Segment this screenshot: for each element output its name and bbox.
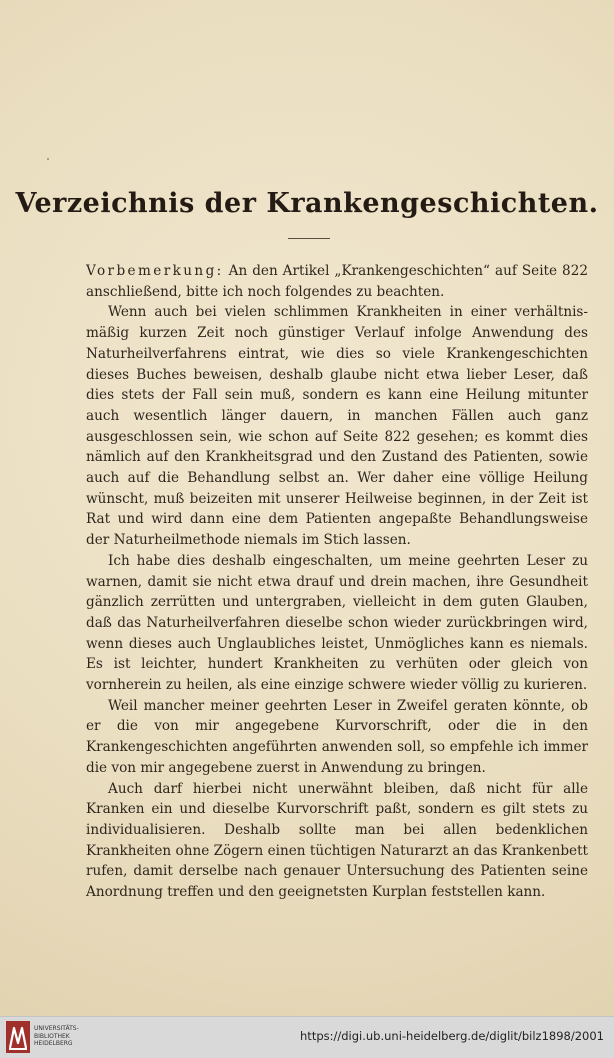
- paragraph-3: Weil mancher meiner geehrten Leser in Zweifel geraten könnte, ob er die von mir angegebene Kurvorschrift, oder die in den Krankengeschichten angeführten anwenden soll, so empfehle ich immer die von mir angegebene zuerst in Anwendung zu bringen.: [86, 697, 588, 776]
- paragraph-4: Auch darf hierbei nicht unerwähnt bleiben, daß nicht für alle Kranken ein und dieselbe Kurvorschrift paßt, sondern es gilt stets zu individualisieren. Deshalb sollte man bei allen bedenklichen Krankheiten ohne Zögern einen tüchtigen Naturarzt an das Krankenbett rufen, damit derselbe nach genauer Untersuchung des Patienten seine Anordnung treffen und den geeignetsten Kurplan feststellen kann.: [86, 780, 588, 901]
- viewer-footer: [0, 1016, 614, 1058]
- page-speck: [47, 158, 49, 160]
- university-library-logo-icon: [6, 1021, 30, 1053]
- title-divider: [288, 238, 330, 239]
- paragraph-2: Ich habe dies deshalb eingeschalten, um meine geehrten Leser zu warnen, damit sie nicht etwa drauf und drein machen, ihre Gesundheit gänzlich zerrütten und untergraben, vielleicht in dem guten Glauben, daß das Naturheilverfahren dieselbe schon wieder zurückbringen wird, wenn dieses auch Unglaubliches leistet, Unmögliches kann es niemals. Es ist leichter, hundert Krankheiten zu verhüten oder gleich von vornherein zu heilen, als eine einzige schwere wieder völlig zu kurieren.: [86, 552, 588, 694]
- library-name: UNIVERSITÄTS- BIBLIOTHEK HEIDELBERG: [34, 1025, 79, 1047]
- preface-paragraph: [86, 261, 588, 302]
- page-title: Verzeichnis der Krankengeschichten.: [15, 188, 599, 219]
- preface-text: An den Artikel „Krankengeschichten“ auf Seite 822 anschließend, bitte ich noch folgendes zu beachten.: [86, 263, 588, 300]
- preface-label: Vorbemerkung:: [86, 263, 224, 279]
- source-url-link[interactable]: https://digi.ub.uni-heidelberg.de/diglit/bilz1898/2001: [300, 1029, 604, 1043]
- body-text: [86, 261, 588, 903]
- paragraph-1: Wenn auch bei vielen schlimmen Krankheiten in einer verhältnismäßig kurzen Zeit noch günstiger Verlauf infolge Anwendung des Naturheilverfahrens eintrat, wie dies so viele Krankengeschichten dieses Buches beweisen, deshalb glaube nicht etwa lieber Leser, daß dies stets der Fall sein muß, sondern es kann eine Heilung mitunter auch wesentlich länger dauern, in manchen Fällen auch ganz ausgeschlossen sein, wie schon auf Seite 822 gesehen; es kommt dies nämlich auf den Krankheitsgrad und den Zustand des Patienten, sowie auch auf die Behandlung selbst an. Wer daher eine völlige Heilung wünscht, muß beizeiten mit unserer Heilweise beginnen, in der Zeit ist Rat und wird dann eine dem Patienten angepaßte Behandlungsweise der Naturheilmethode niemals im Stich lassen.: [86, 304, 588, 549]
